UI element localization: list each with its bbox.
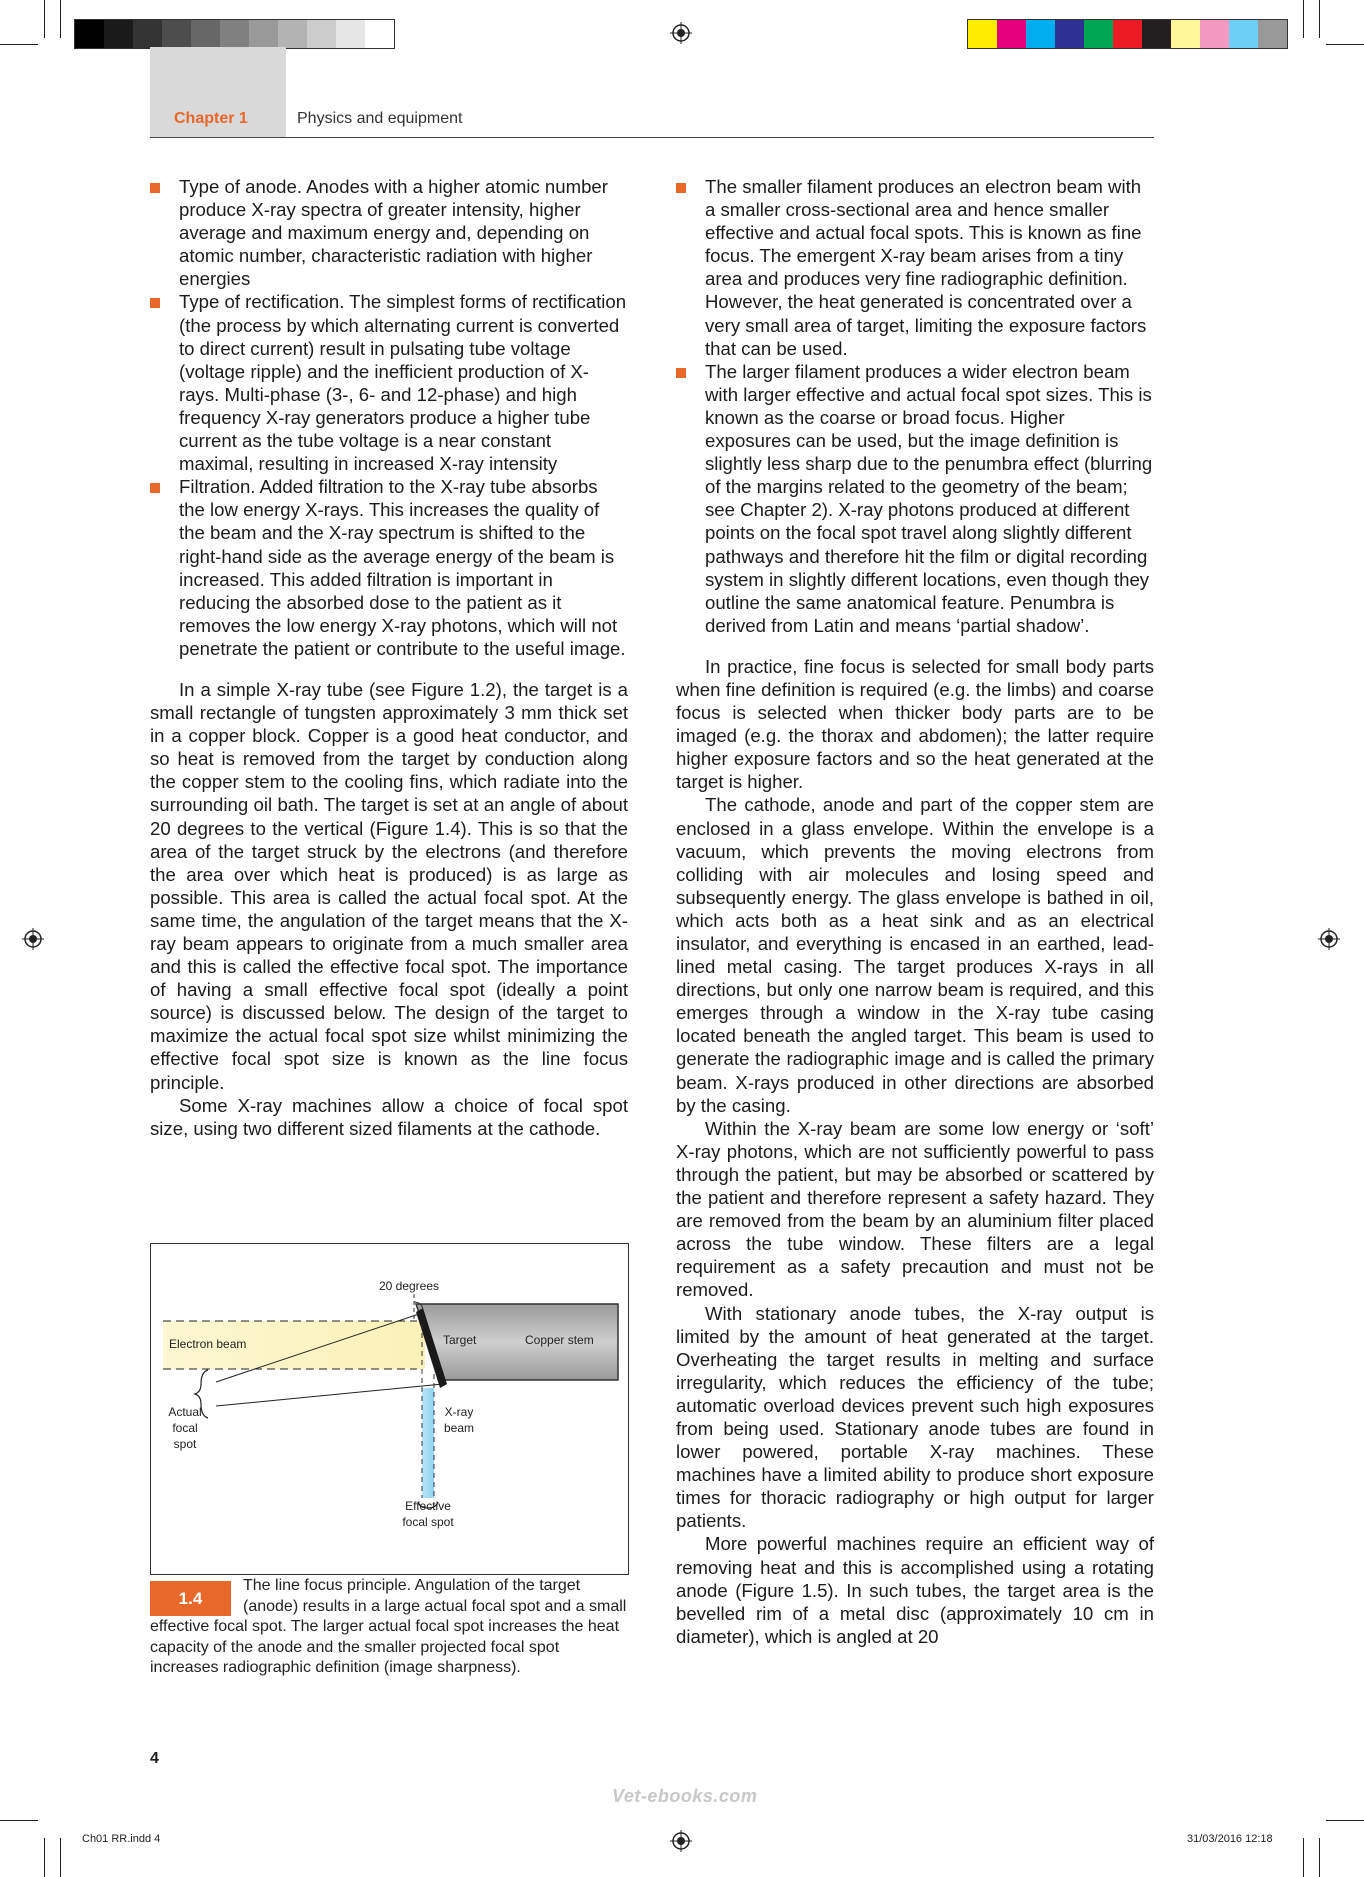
color-swatch [249, 20, 278, 48]
label-actual: Actual [168, 1405, 202, 1419]
color-swatch [104, 20, 133, 48]
right-column [676, 175, 1154, 1648]
bullet-item: The larger filament produces a wider electron beam with larger effective and actual focal spot sizes. This is known as the coarse or broad focus. Higher exposures can be used, but the image definition is slightly less sharp due to the penumbra effect (blurring of the margins related to the geometry of the beam; see Chapter 2). X-ray photons produced at different points on the focal spot travel along slightly different pathways and therefore hit the film or digital recording system in slightly different locations, even though they outline the same anatomical feature. Penumbra is derived from Latin and means ‘partial shadow’. [676, 360, 1154, 637]
color-swatch [1026, 20, 1055, 48]
body-paragraph: More powerful machines require an efficient way of removing heat and this is accomplished using a rotating anode (Figure 1.5). In such tubes, the target area is the bevelled rim of a metal disc (approximately 10 cm in diameter), which is angled at 20 [676, 1533, 1154, 1647]
crop-mark [60, 0, 61, 38]
bullet-item: Filtration. Added filtration to the X-ray tube absorbs the low energy X-rays. This increases the quality of the beam and the X-ray spectrum is shifted to the right-hand side as the average energy of the beam is increased. This added filtration is important in reducing the absorbed dose to the patient as it removes the low energy X-ray photons, which will not penetrate the patient or contribute to the useful image. [150, 475, 628, 660]
label-actual: focal [172, 1421, 198, 1435]
color-swatch [162, 20, 191, 48]
label-copper-stem: Copper stem [525, 1333, 594, 1347]
body-paragraph: The cathode, anode and part of the copper stem are enclosed in a glass envelope. Within the envelope is a vacuum, which prevents the moving electrons from colliding with air molecules and losing speed and subsequently energy. The glass envelope is bathed in oil, which acts both as a heat sink and as an electrical insulator, and everything is encased in an earthed, lead-lined metal casing. The target produces X-rays in all directions, but only one narrow beam is required, and this emerges through a window in the X-ray tube casing located beneath the angled target. This beam is used to generate the radiographic image and is called the primary beam. X-rays produced in other directions are absorbed by the casing. [676, 794, 1154, 1116]
color-swatch [133, 20, 162, 48]
crop-mark [1326, 44, 1364, 45]
label-effective: Effective [405, 1499, 451, 1513]
process-color-bar [967, 19, 1288, 49]
crop-mark [1319, 1838, 1320, 1877]
label-effective: focal spot [402, 1515, 454, 1529]
chapter-title: Physics and equipment [297, 110, 463, 127]
color-swatch [1055, 20, 1084, 48]
registration-mark-icon [1318, 928, 1340, 950]
crop-mark [0, 44, 38, 45]
color-swatch [1229, 20, 1258, 48]
crop-mark [1326, 1820, 1364, 1821]
crop-mark [60, 1838, 61, 1877]
bullet-list [676, 175, 1154, 637]
color-swatch [336, 20, 365, 48]
left-column [150, 175, 628, 1140]
body-paragraph: In practice, fine focus is selected for small body parts when fine definition is required (e.g. the limbs) and coarse focus is selected when thicker body parts are to be imaged (e.g. the thorax and abdomen); the latter require higher exposure factors and so the heat generated at the target is higher. [676, 655, 1154, 793]
color-swatch [365, 20, 394, 48]
body-paragraph: Some X-ray machines allow a choice of focal spot size, using two different sized filaments at the cathode. [150, 1094, 628, 1139]
bullet-list [150, 175, 628, 660]
crop-mark [1319, 0, 1320, 38]
color-swatch [1200, 20, 1229, 48]
bullet-item: Type of anode. Anodes with a higher atomic number produce X-ray spectra of greater intensity, higher average and maximum energy and, depending on atomic number, characteristic radiation with higher energies [150, 175, 628, 290]
figure-line-focus-diagram [150, 1243, 629, 1575]
color-swatch [75, 20, 104, 48]
xray-beam [422, 1388, 434, 1498]
registration-mark-icon [670, 22, 692, 44]
color-swatch [997, 20, 1026, 48]
body-paragraph: With stationary anode tubes, the X-ray output is limited by the amount of heat generated at the target. Overheating the target results in melting and surface irregularity, which reduces the efficiency of the tube; automatic overload devices prevent such high exposures from being used. Stationary anode tubes are found in lower powered, portable X-ray machines. These machines have a limited ability to produce short exposure times for thoracic radiography or high output for larger patients. [676, 1302, 1154, 1532]
label-20-degrees: 20 degrees [378, 1279, 440, 1293]
label-xray-beam: beam [443, 1421, 475, 1435]
color-swatch [307, 20, 336, 48]
figure-caption-text: The line focus principle. Angulation of the target (anode) results in a large actual focal spot and a small effective focal spot. The larger actual focal spot increases the heat capacity of the anode and the smaller projected focal spot increases radiographic definition (image sharpness). [150, 1577, 627, 1676]
registration-mark-icon [670, 1830, 692, 1852]
header-rule [150, 137, 1154, 138]
crop-mark [0, 1820, 38, 1821]
color-swatch [191, 20, 220, 48]
grayscale-color-bar [74, 19, 395, 49]
crop-mark [1303, 0, 1304, 38]
body-paragraph: In a simple X-ray tube (see Figure 1.2), the target is a small rectangle of tungsten approximately 3 mm thick set in a copper block. Copper is a good heat conductor, and so heat is removed from the target by conduction along the copper stem to the cooling fins, which radiate into the surrounding oil bath. The target is set at an angle of about 20 degrees to the vertical (Figure 1.4). This is so that the area of the target struck by the electrons (and therefore the area over which heat is produced) is as large as possible. This area is called the actual focal spot. At the same time, the angulation of the target means that the X-ray beam appears to originate from a much smaller area and this is called the effective focal spot. The importance of having a small effective focal spot (ideally a point source) is discussed below. The design of the target to maximize the actual focal spot size whilst minimizing the effective focal spot size is known as the line focus principle. [150, 678, 628, 1093]
crop-mark [1303, 1838, 1304, 1877]
watermark-logo: Vet-ebooks.com [612, 1786, 758, 1806]
label-electron-beam: Electron beam [169, 1337, 247, 1351]
page-number: 4 [150, 1750, 159, 1767]
line-focus-diagram [151, 1244, 628, 1574]
color-swatch [1258, 20, 1287, 48]
color-swatch [220, 20, 249, 48]
registration-mark-icon [22, 928, 44, 950]
label-xray-beam: X-ray [444, 1405, 474, 1419]
chapter-label: Chapter 1 [174, 110, 248, 127]
color-swatch [1142, 20, 1171, 48]
bullet-item: The smaller filament produces an electron beam with a smaller cross-sectional area and hence smaller effective and actual focal spots. This is known as fine focus. The emergent X-ray beam arises from a tiny area and produces very fine radiographic definition. However, the heat generated is concentrated over a very small area of target, limiting the exposure factors that can be used. [676, 175, 1154, 360]
body-paragraph: Within the X-ray beam are some low energy or ‘soft’ X-ray photons, which are not sufficiently powerful to pass through the patient, but may be absorbed or scattered by the patient and therefore represent a safety hazard. They are removed from the beam by an aluminium filter placed across the tube window. These filters are a legal requirement as a safety precaution and must not be removed. [676, 1117, 1154, 1301]
crop-mark [44, 0, 45, 38]
color-swatch [968, 20, 997, 48]
slug-date: 31/03/2016 12:18 [1187, 1833, 1273, 1845]
label-target: Target [443, 1333, 477, 1347]
color-swatch [1113, 20, 1142, 48]
figure-number-badge: 1.4 [150, 1581, 231, 1616]
color-swatch [278, 20, 307, 48]
bullet-item: Type of rectification. The simplest forms of rectification (the process by which alternating current is converted to direct current) result in pulsating tube voltage (voltage ripple) and the inefficient production of X-rays. Multi-phase (3-, 6- and 12-phase) and high frequency X-ray generators produce a higher tube current as the tube voltage is a near constant maximal, resulting in increased X-ray intensity [150, 290, 628, 475]
slug-file-name: Ch01 RR.indd 4 [82, 1833, 161, 1845]
label-actual: spot [173, 1437, 197, 1451]
color-swatch [1084, 20, 1113, 48]
figure-caption [150, 1576, 630, 1679]
color-swatch [1171, 20, 1200, 48]
crop-mark [44, 1838, 45, 1877]
